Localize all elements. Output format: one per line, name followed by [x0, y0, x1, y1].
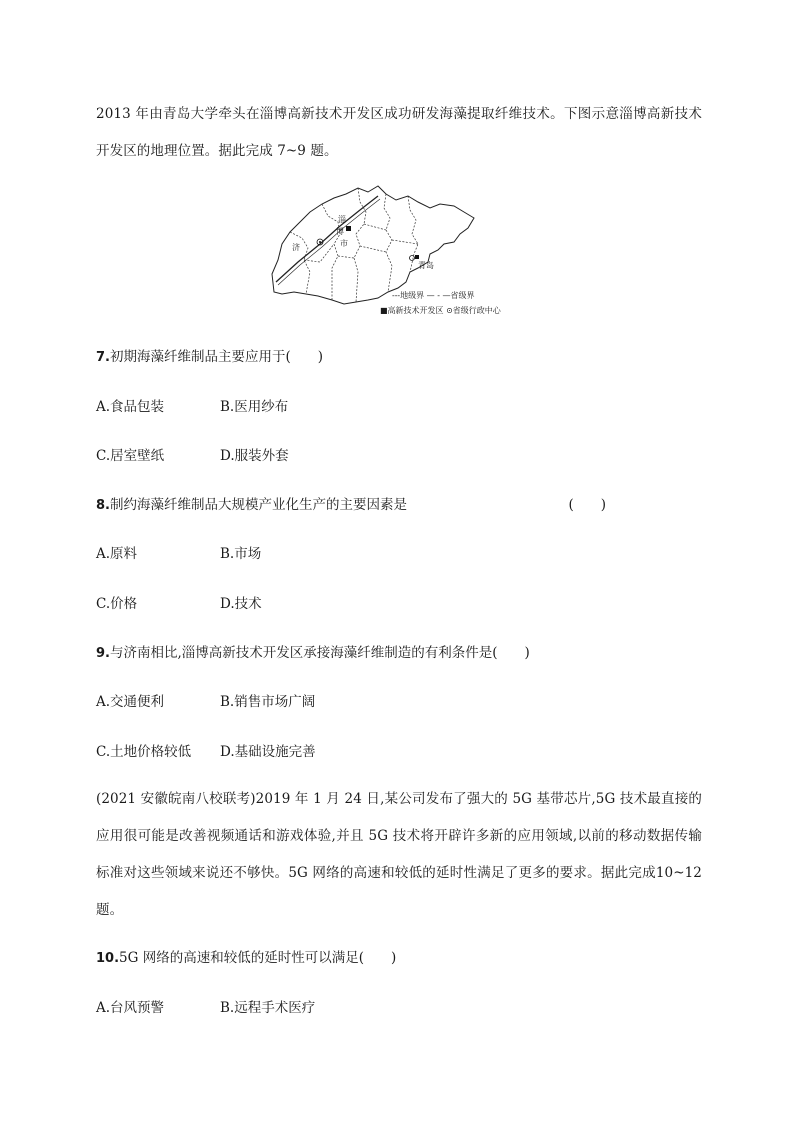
prefecture-boundary [290, 232, 310, 294]
question-9 [96, 643, 702, 664]
qingdao-zone-marker [415, 255, 419, 259]
options-row [96, 742, 316, 762]
map-label-zibo-3: 市 [340, 239, 348, 248]
options-row [96, 397, 288, 417]
options-row [96, 692, 315, 712]
answer-blank: ( ) [568, 497, 606, 513]
province-boundary [272, 186, 474, 304]
river-line-inner [278, 199, 380, 285]
option-c[interactable]: C.土地价格较低 [96, 744, 192, 760]
prefecture-boundary [384, 194, 392, 292]
option-a[interactable]: A.交通便利 [96, 694, 165, 710]
question-8 [96, 495, 702, 516]
option-b[interactable]: B.市场 [220, 546, 262, 562]
question-number: 9. [96, 646, 110, 661]
option-d[interactable]: D.基础设施完善 [220, 744, 316, 760]
option-c[interactable]: C.价格 [96, 596, 138, 612]
options-row [96, 544, 261, 564]
option-d[interactable]: D.技术 [220, 596, 262, 612]
option-a[interactable]: A.台风预警 [96, 1000, 165, 1016]
location-map [268, 182, 530, 322]
river-line [276, 196, 378, 282]
intro-paragraph-2: (2021 安徽皖南八校联考)2019 年 1 月 24 日,某公司发布了强大的 5G 基带芯片,5G 技术最直接的应用很可能是改善视频通话和游戏体验,并且 5G 技术将开辟许多新的应用领域,以前的移动数据传输标准对这些领域来说还不够快。5G 网络的高速和较低的延时性满足了更多的要求。据此完成10~12 题。 [96, 791, 702, 918]
options-row [96, 446, 289, 466]
map-label-qingdao: 青岛 [418, 261, 434, 270]
option-c[interactable]: C.居室壁纸 [96, 448, 165, 464]
option-d[interactable]: D.服装外套 [220, 448, 289, 464]
qingdao-marker [410, 256, 415, 261]
option-a[interactable]: A.原料 [96, 546, 138, 562]
question-text: 与济南相比,淄博高新技术开发区承接海藻纤维制造的有利条件是( ) [109, 645, 530, 661]
map-label-jinan: 济 [292, 243, 300, 252]
prefecture-boundary [354, 188, 366, 302]
question-text: 5G 网络的高速和较低的延时性可以满足( ) [119, 950, 397, 966]
option-b[interactable]: B.远程手术医疗 [220, 1000, 316, 1016]
map-legend-line-1: ---地级界 — - —省级界 [392, 291, 475, 300]
question-number: 8. [96, 498, 110, 513]
question-text: 制约海藻纤维制品大规模产业化生产的主要因素是 [109, 497, 407, 513]
map-label-zibo-2: 博 [336, 227, 344, 236]
option-b[interactable]: B.销售市场广阔 [220, 694, 316, 710]
map-legend-line-2: ■高新技术开发区 ⊙省级行政中心 [380, 306, 501, 315]
options-row [96, 998, 315, 1018]
shandong-map-figure [268, 182, 530, 322]
question-number: 10. [96, 951, 120, 966]
option-b[interactable]: B.医用纱布 [220, 399, 289, 415]
high-tech-zone-marker [346, 226, 351, 231]
question-10 [96, 948, 702, 969]
question-7 [96, 347, 702, 368]
intro-paragraph-1: 2013 年由青岛大学牵头在淄博高新技术开发区成功研发海藻提取纤维技术。下图示意淄博高新技术开发区的地理位置。据此完成 7~9 题。 [96, 106, 702, 159]
question-number: 7. [96, 350, 110, 365]
question-text: 初期海藻纤维制品主要应用于( ) [109, 349, 324, 365]
options-row [96, 594, 262, 614]
map-label-zibo-1: 淄 [338, 215, 346, 224]
option-a[interactable]: A.食品包装 [96, 399, 165, 415]
